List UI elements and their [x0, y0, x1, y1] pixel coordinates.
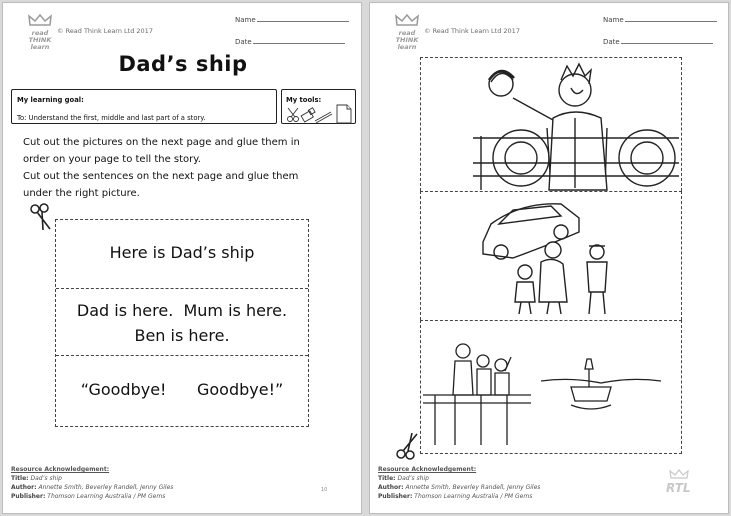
logo-word-think: THINK [395, 36, 419, 44]
logo-word-read: read [398, 29, 416, 37]
name-field[interactable] [235, 16, 349, 24]
sentence-strip-1[interactable] [56, 220, 308, 289]
copyright-text: © Read Think Learn Ltd 2017 [424, 27, 520, 35]
picture-panel-2[interactable] [420, 191, 682, 320]
learning-goal-heading: My learning goal: [17, 96, 84, 104]
pencil-icon [315, 112, 332, 123]
read-think-learn-logo [27, 11, 53, 51]
logo-word-learn: learn [30, 43, 50, 51]
logo-word-read: read [31, 29, 49, 37]
name-field[interactable] [603, 16, 717, 24]
date-line[interactable] [253, 38, 345, 44]
sentence-1-line-1: Here is Dad’s ship [109, 243, 255, 262]
ack-author-value: Annette Smith, Beverley Randell, Jenny Giles [405, 484, 541, 491]
ack-publisher-row [378, 492, 540, 501]
picture-panel-1[interactable] [420, 57, 682, 191]
logo-word-learn: learn [397, 43, 417, 51]
resource-acknowledgement [378, 465, 540, 501]
ack-author-value: Annette Smith, Beverley Randell, Jenny Giles [38, 484, 174, 491]
ack-title-label: Title: [378, 475, 396, 482]
scissors-icon [288, 108, 299, 122]
instruction-line-2: order on your page to tell the story. [23, 154, 201, 165]
ack-author-label: Author: [11, 484, 37, 491]
name-line[interactable] [625, 16, 717, 22]
instruction-line-3: Cut out the sentences on the next page and glue them [23, 171, 299, 182]
rtl-crown-icon [668, 469, 690, 479]
ack-author-label: Author: [378, 484, 404, 491]
ack-publisher-label: Publisher: [378, 493, 413, 500]
name-label: Name [235, 16, 256, 24]
ack-title-row [11, 474, 173, 483]
ack-title-row [378, 474, 540, 483]
tools-heading: My tools: [286, 96, 322, 104]
ack-heading: Resource Acknowledgement: [11, 466, 110, 473]
logo-word-think: THINK [28, 36, 52, 44]
glue-stick-icon [301, 108, 315, 122]
learning-goal-box [11, 89, 277, 124]
name-label: Name [603, 16, 624, 24]
sentence-strip-2[interactable] [56, 289, 308, 356]
read-think-learn-logo [394, 11, 420, 51]
ack-publisher-value: Thomson Learning Australia / PM Gems [47, 493, 166, 500]
family-by-car-picture [421, 192, 681, 320]
instruction-line-1: Cut out the pictures on the next page and glue them in [23, 137, 300, 148]
ack-author-row [11, 483, 173, 492]
worksheet-page-left [2, 2, 362, 514]
ack-title-label: Title: [11, 475, 29, 482]
tools-icons [285, 102, 355, 124]
ack-title-value: Dad’s ship [397, 475, 429, 482]
scissors-icon [394, 431, 422, 461]
paper-icon [337, 105, 351, 123]
crown-icon [394, 14, 420, 26]
ack-publisher-value: Thomson Learning Australia / PM Gems [414, 493, 533, 500]
ack-title-value: Dad’s ship [30, 475, 62, 482]
scissors-icon [27, 202, 55, 232]
sentence-cut-box [55, 219, 309, 427]
resource-acknowledgement [11, 465, 173, 501]
worksheet-page-right [369, 2, 729, 514]
crown-icon [27, 14, 53, 26]
date-line[interactable] [621, 38, 713, 44]
sentence-3-line-1: “Goodbye! Goodbye!” [80, 380, 284, 399]
ack-author-row [378, 483, 540, 492]
copyright-text: © Read Think Learn Ltd 2017 [57, 27, 153, 35]
name-line[interactable] [257, 16, 349, 22]
ack-publisher-row [11, 492, 173, 501]
page-number: 10 [321, 487, 328, 493]
learning-goal-text: To: Understand the first, middle and last part of a story. [17, 114, 206, 122]
tools-box [281, 89, 356, 124]
instruction-line-4: under the right picture. [23, 188, 140, 199]
date-label: Date [603, 38, 620, 46]
date-field[interactable] [603, 38, 713, 46]
rtl-logo: RTL [666, 481, 691, 495]
sentence-2-line-1: Dad is here. Mum is here. [76, 301, 288, 320]
family-on-pier-picture [421, 321, 681, 454]
ack-publisher-label: Publisher: [11, 493, 46, 500]
date-label: Date [235, 38, 252, 46]
picture-panel-3[interactable] [420, 320, 682, 454]
ack-heading: Resource Acknowledgement: [378, 466, 477, 473]
date-field[interactable] [235, 38, 345, 46]
sentence-strip-3[interactable] [56, 356, 308, 426]
sentence-2-line-2: Ben is here. [134, 326, 230, 345]
page-title: Dad’s ship [118, 52, 248, 76]
sailor-on-ship-picture [421, 58, 681, 191]
